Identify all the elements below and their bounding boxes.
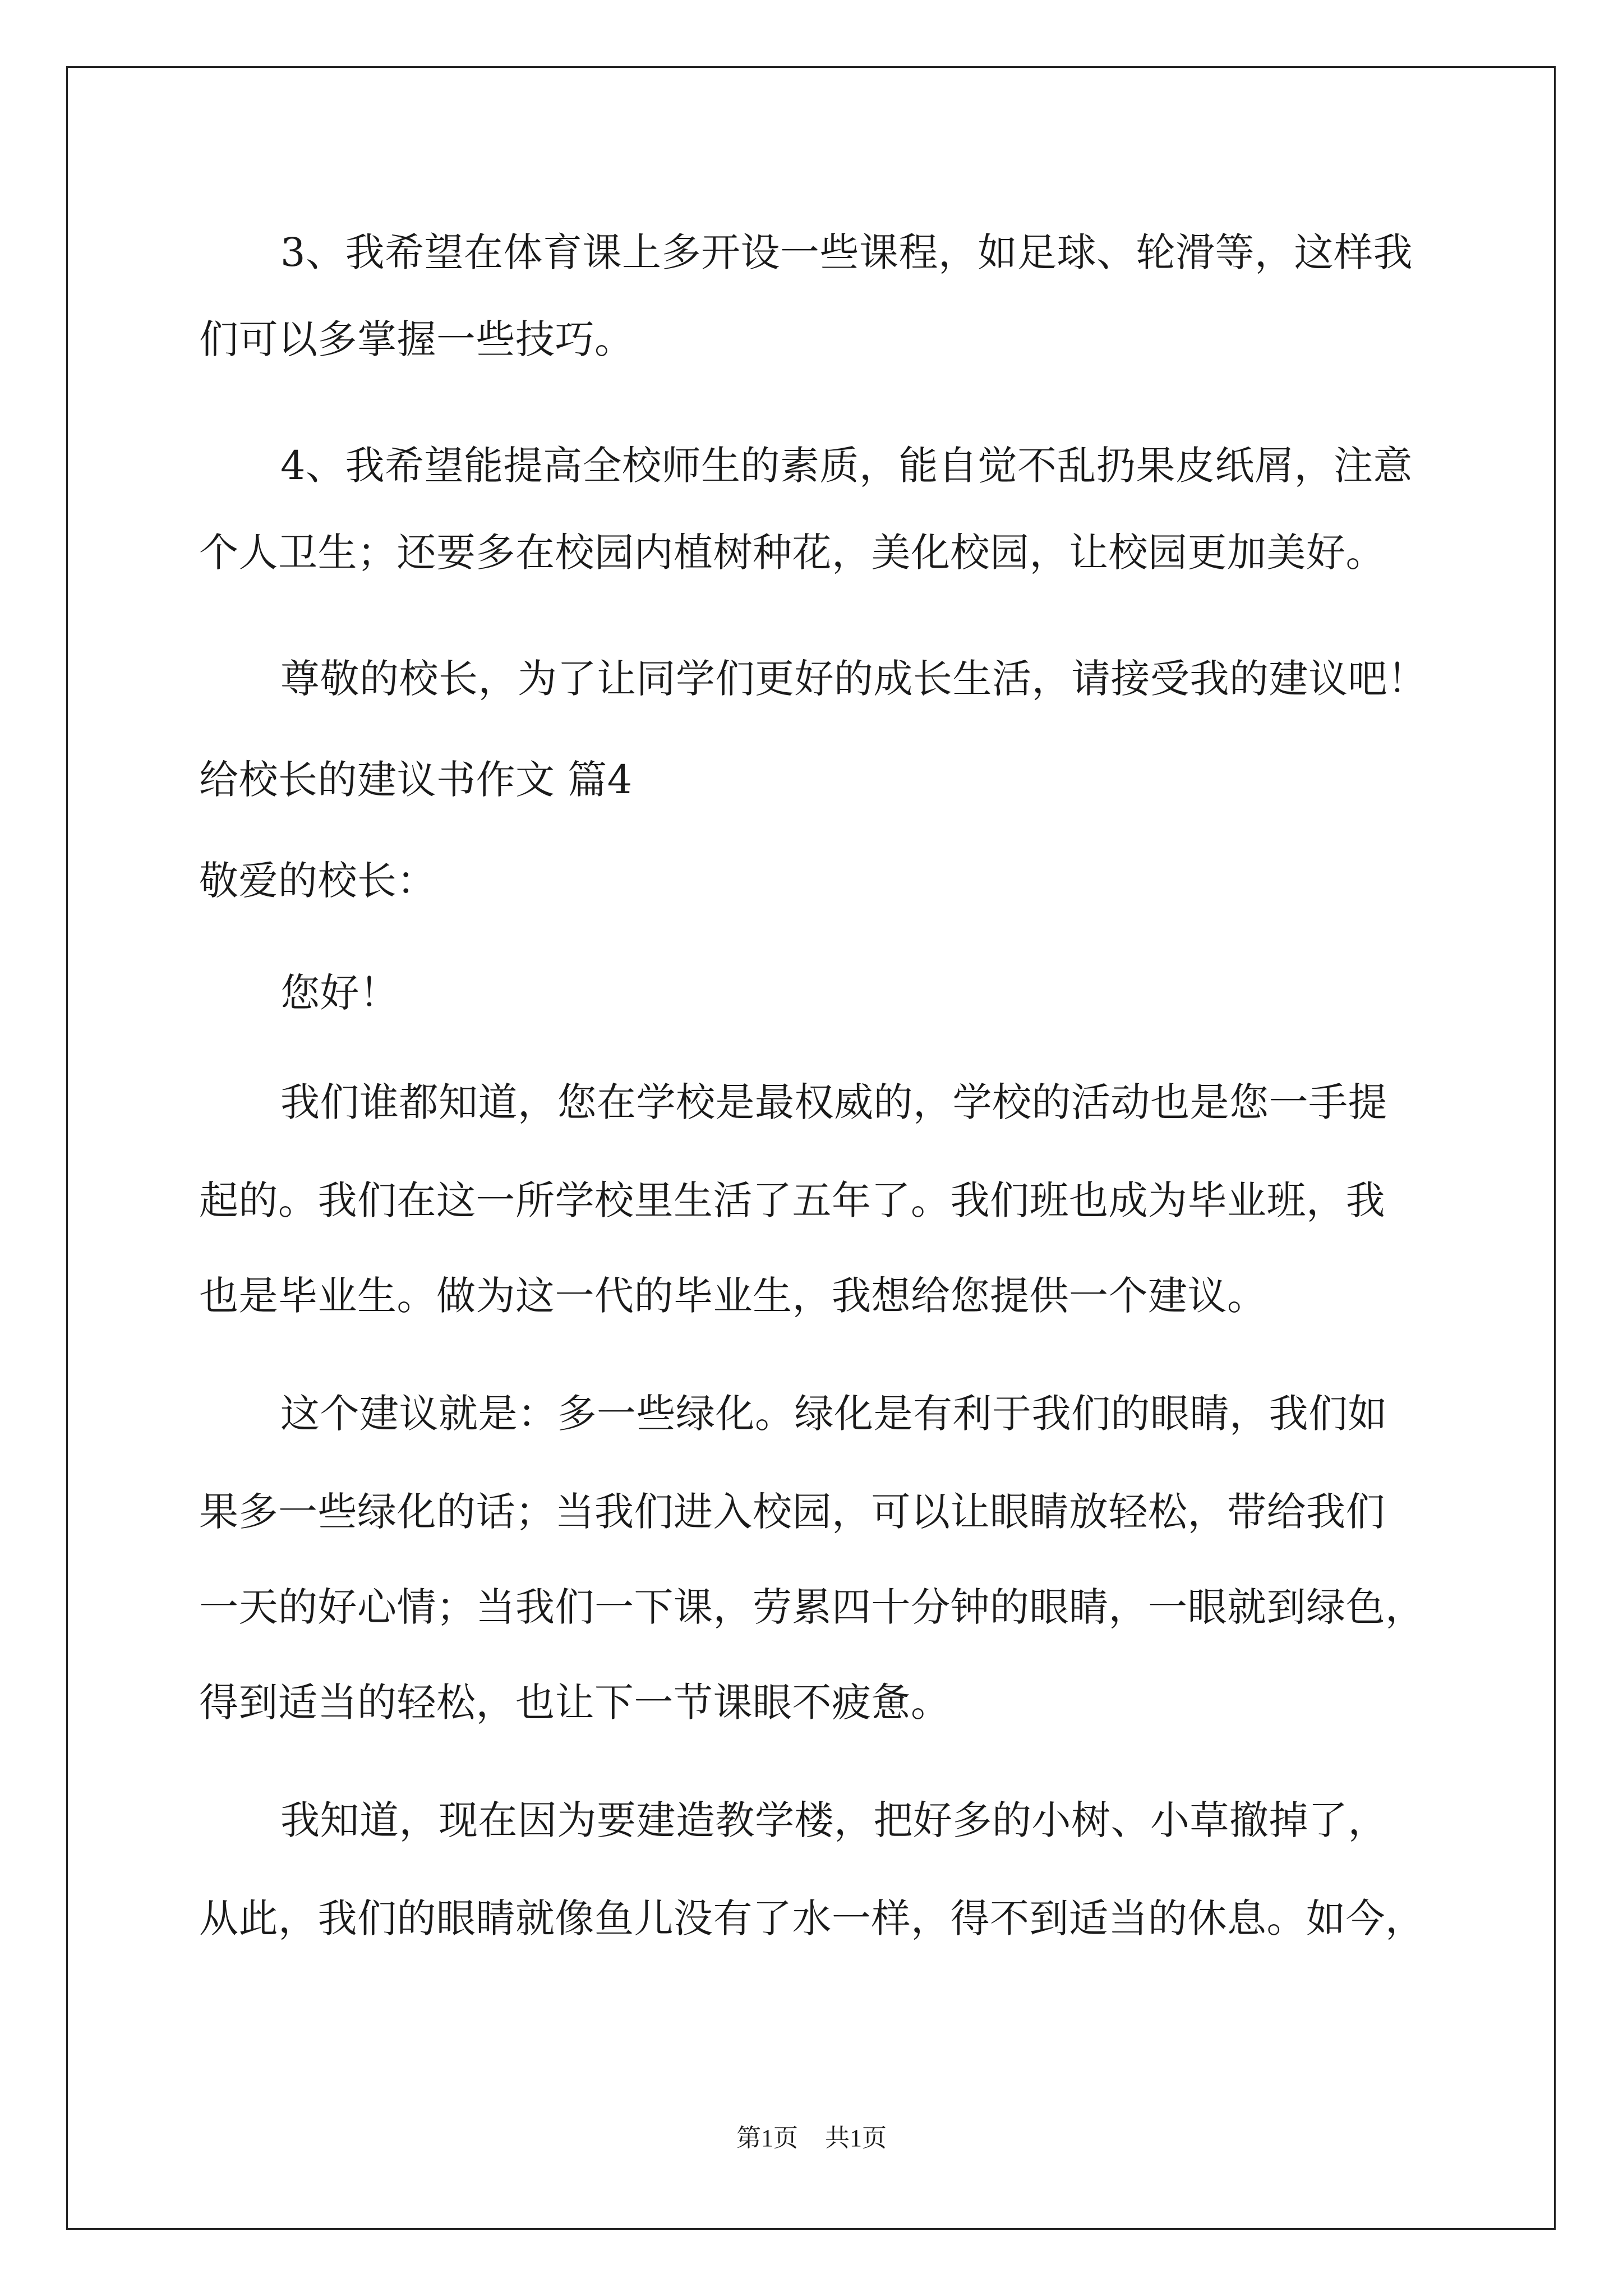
salutation: 敬爱的校长： xyxy=(199,858,436,904)
page-total: 共1页 xyxy=(825,2124,887,2152)
greeting: 您好！ xyxy=(280,970,399,1016)
paragraph-line: 得到适当的轻松，也让下一节课眼不疲惫。 xyxy=(199,1680,951,1726)
paragraph-line: 这个建议就是：多一些绿化。绿化是有利于我们的眼睛，我们如 xyxy=(280,1391,1387,1437)
paragraph-line: 3、我希望在体育课上多开设一些课程，如足球、轮滑等，这样我 xyxy=(280,229,1413,275)
page-footer xyxy=(0,2122,1623,2155)
paragraph-line: 们可以多掌握一些技巧。 xyxy=(199,316,634,362)
paragraph-line: 起的。我们在这一所学校里生活了五年了。我们班也成为毕业班，我 xyxy=(199,1177,1385,1223)
paragraph-line: 个人卫生；还要多在校园内植树种花，美化校园，让校园更加美好。 xyxy=(199,530,1385,576)
paragraph-line: 我知道，现在因为要建造教学楼，把好多的小树、小草撤掉了， xyxy=(280,1797,1387,1843)
section-heading: 给校长的建议书作文 篇4 xyxy=(199,757,633,803)
paragraph-line: 我们谁都知道，您在学校是最权威的，学校的活动也是您一手提 xyxy=(280,1079,1387,1125)
paragraph-line: 从此，我们的眼睛就像鱼儿没有了水一样，得不到适当的休息。如今， xyxy=(199,1895,1425,1941)
paragraph-line: 尊敬的校长，为了让同学们更好的成长生活，请接受我的建议吧！ xyxy=(280,656,1427,702)
paragraph-line: 一天的好心情；当我们一下课，劳累四十分钟的眼睛，一眼就到绿色， xyxy=(199,1584,1425,1630)
paragraph-line: 也是毕业生。做为这一代的毕业生，我想给您提供一个建议。 xyxy=(199,1273,1267,1319)
paragraph-line: 果多一些绿化的话；当我们进入校园，可以让眼睛放轻松，带给我们 xyxy=(199,1489,1385,1535)
paragraph-line: 4、我希望能提高全校师生的素质，能自觉不乱扔果皮纸屑，注意 xyxy=(280,443,1413,489)
page-number: 第1页 xyxy=(736,2124,798,2152)
